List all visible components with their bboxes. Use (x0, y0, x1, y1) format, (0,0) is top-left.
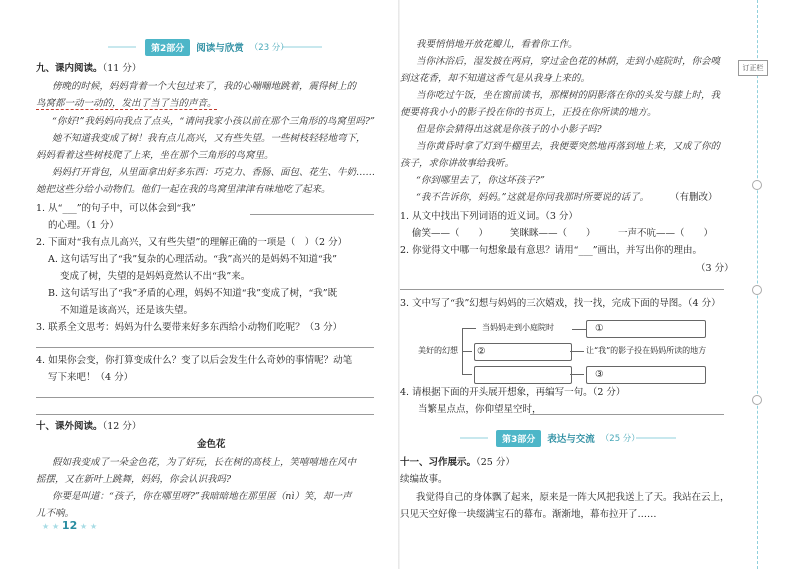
section-banner-part3 (496, 429, 640, 447)
star-decoration-icon: ★ ★ (42, 522, 62, 531)
passage-line: “你好!”我妈妈向我点了点头，“请问我家小孩以前在那个三角形的鸟窝里吗?” (52, 116, 375, 127)
mindmap-connector (462, 328, 476, 329)
mindmap-arrow (570, 351, 584, 352)
synonym-item[interactable]: 偷笑——（ ） (412, 228, 489, 239)
question-4-cont: 写下来吧！（4 分） (48, 372, 134, 383)
mindmap-branch-2-label: 让“我”的影子投在妈妈所读的地方 (586, 346, 707, 355)
question-11-heading (400, 456, 515, 469)
passage-line: 傍晚的时候，妈妈背着一个大包过来了，我的心嘣嘣地跳着，震得树上的 (52, 81, 357, 92)
question-2: 2. 下面对“我有点儿高兴，又有些失望”的理解正确的一项是（ ）（2 分） (36, 237, 348, 248)
option-b[interactable]: B. 这句话写出了“我”矛盾的心理，妈妈不知道“我”变成了树，“我”既 (48, 288, 338, 299)
question-3: 3. 联系全文思考：妈妈为什么要带来好多东西给小动物们吃呢？（3 分） (36, 322, 343, 333)
passage-2-title: 金色花 (197, 439, 226, 450)
q11-title: 十一、习作展示。 (400, 457, 477, 468)
synonym-item[interactable]: 一声不吭——（ ） (618, 228, 714, 239)
option-a-cont: 变成了树，失望的是妈妈竟然认不出“我”来。 (60, 271, 251, 282)
mindmap-branch-1-label: 当妈妈走到小庭院时 (482, 323, 554, 332)
r-question-2: 2. 你觉得文中哪一句想象最有意思？请用“___”画出，并写出你的理由。 (400, 245, 703, 256)
mindmap-answer-box-4[interactable]: ③ (586, 366, 706, 384)
question-1: 1. 从“___”的句子中，可以体会到“我” (36, 203, 196, 214)
passage-cont-line: 便要将我小小的影子投在你的书页上，正投在你所读的地方。 (400, 107, 657, 118)
answer-line[interactable] (250, 214, 374, 215)
answer-line[interactable] (36, 397, 374, 398)
q11-score: （25 分） (476, 457, 515, 468)
option-b-cont: 不知道是该高兴，还是该失望。 (60, 305, 194, 316)
source-note: （有删改） (670, 192, 718, 203)
r-question-4-prompt: 当繁星点点，你仰望星空时， (418, 404, 542, 415)
story-line: 只见天空好像一块缀满宝石的幕布。渐渐地，幕布拉开了…… (400, 509, 657, 520)
mindmap-arrow (572, 329, 586, 330)
story-line: 我觉得自己的身体飘了起来，原来是一阵大风把我送上了天。我站在云上， (416, 492, 730, 503)
passage-cont-line: “我不告诉你，妈妈。”这就是你同我那时所要说的话了。 (416, 192, 649, 203)
section-score: （25 分） (600, 434, 640, 444)
passage-cont-line: “你到哪里去了，你这坏孩子?” (416, 175, 545, 186)
section-tag: 第2部分 (145, 39, 190, 56)
correction-column-label: 订正栏 (738, 60, 768, 76)
passage-cont-line: 当你吃过午饭，坐在窗前读书，那棵树的阴影落在你的头发与膝上时，我 (416, 90, 721, 101)
passage-2-line: 你要是叫道：“孩子，你在哪里呀?”我暗暗地在那里匿（nì）笑，却一声 (52, 491, 352, 502)
passage-cont-line: 当你黄昏时拿了灯到牛棚里去，我便要突然地再落到地上来，又成了你的 (416, 141, 721, 152)
mindmap-answer-box-1[interactable]: ① (586, 320, 706, 338)
question-4: 4. 如果你会变，你打算变成什么？变了以后会发生什么奇妙的事情呢？动笔 (36, 355, 353, 366)
passage-cont-line: 孩子，求你讲故事给我听。 (400, 158, 515, 169)
option-a[interactable]: A. 这句话写出了“我”复杂的心理活动。“我”高兴的是妈妈不知道“我” (48, 254, 338, 265)
passage-2-line: 假如我变成了一朵金色花，为了好玩，长在树的高枝上，笑嘻嘻地在风中 (52, 457, 357, 468)
r-question-1: 1. 从文中找出下列词语的近义词。（3 分） (400, 211, 578, 222)
passage-cont-line: 到这花香，却不知道这香气是从我身上来的。 (400, 73, 591, 84)
q9-score: （11 分） (102, 63, 142, 74)
answer-line[interactable] (530, 414, 724, 415)
section-name: 阅读与欣赏 (196, 43, 244, 54)
mindmap-root: 美好的幻想 (418, 346, 458, 355)
binding-hole-icon (752, 395, 762, 405)
binding-hole-icon (752, 180, 762, 190)
passage-2-line: 摇摆，又在新叶上跳舞，妈妈，你会认识我吗? (36, 474, 232, 485)
q10-title: 十、课外阅读。 (36, 421, 103, 432)
passage-line: 妈妈看着这些树枝爬了上来，坐在那个三角形的鸟窝里。 (36, 150, 274, 161)
passage-line: 她不知道我变成了树！我有点儿高兴，又有些失望。一些树枝轻轻地弯下， (52, 133, 366, 144)
passage-2-line: 儿不响。 (36, 508, 75, 519)
passage-cont-line: 当你沐浴后，湿发披在两肩，穿过金色花的林荫，走到小庭院时，你会嗅 (416, 56, 721, 67)
answer-line[interactable] (400, 289, 724, 290)
section-banner-part2 (145, 38, 289, 56)
passage-cont-line: 但是你会猜得出这就是你孩子的小小影子吗? (416, 124, 602, 135)
passage-line: 鸟窝都一动一动的，发出了当了当的声音。 (36, 98, 217, 109)
passage-cont-line: 我要悄悄地开放花瓣儿，看着你工作。 (416, 39, 578, 50)
passage-line: 妈妈打开背包，从里面拿出好多东西：巧克力、香肠、面包、花生、牛奶…… (52, 167, 376, 178)
question-10-heading (36, 420, 141, 433)
q10-score: （12 分） (102, 421, 142, 432)
mindmap-answer-box-2[interactable]: ② (474, 343, 572, 361)
answer-line[interactable] (36, 347, 374, 348)
q9-title: 九、课内阅读。 (36, 63, 103, 74)
q11-subtitle: 续编故事。 (400, 474, 448, 485)
star-decoration-icon: ★ ★ (77, 522, 98, 531)
banner-decoration (460, 437, 488, 439)
mindmap-connector (462, 351, 472, 352)
question-9-heading (36, 62, 141, 75)
section-tag: 第3部分 (496, 430, 541, 447)
r-question-4: 4. 请根据下面的开头展开想象，再编写一句。（2 分） (400, 387, 626, 398)
page-number: ★ ★ 12 ★ ★ (42, 519, 98, 532)
mindmap-answer-box-3[interactable] (474, 366, 572, 384)
banner-decoration (108, 46, 136, 48)
binding-hole-icon (752, 285, 762, 295)
section-name: 表达与交流 (547, 434, 595, 445)
passage-line: 她把这些分给小动物们。他们一起在我的鸟窝里津津有味地吃了起来。 (36, 184, 331, 195)
question-1-cont: 的心理。（1 分） (48, 220, 119, 231)
mindmap-arrow (570, 374, 584, 375)
answer-line[interactable] (36, 414, 374, 415)
r-question-2-score: （3 分） (696, 263, 734, 274)
mindmap-connector (462, 374, 472, 375)
section-score: （23 分） (249, 43, 289, 53)
r-question-3: 3. 文中写了“我”幻想与妈妈的三次嬉戏，找一找，完成下面的导图。（4 分） (400, 298, 721, 309)
banner-decoration (636, 437, 676, 439)
synonym-item[interactable]: 笑眯眯——（ ） (510, 228, 596, 239)
